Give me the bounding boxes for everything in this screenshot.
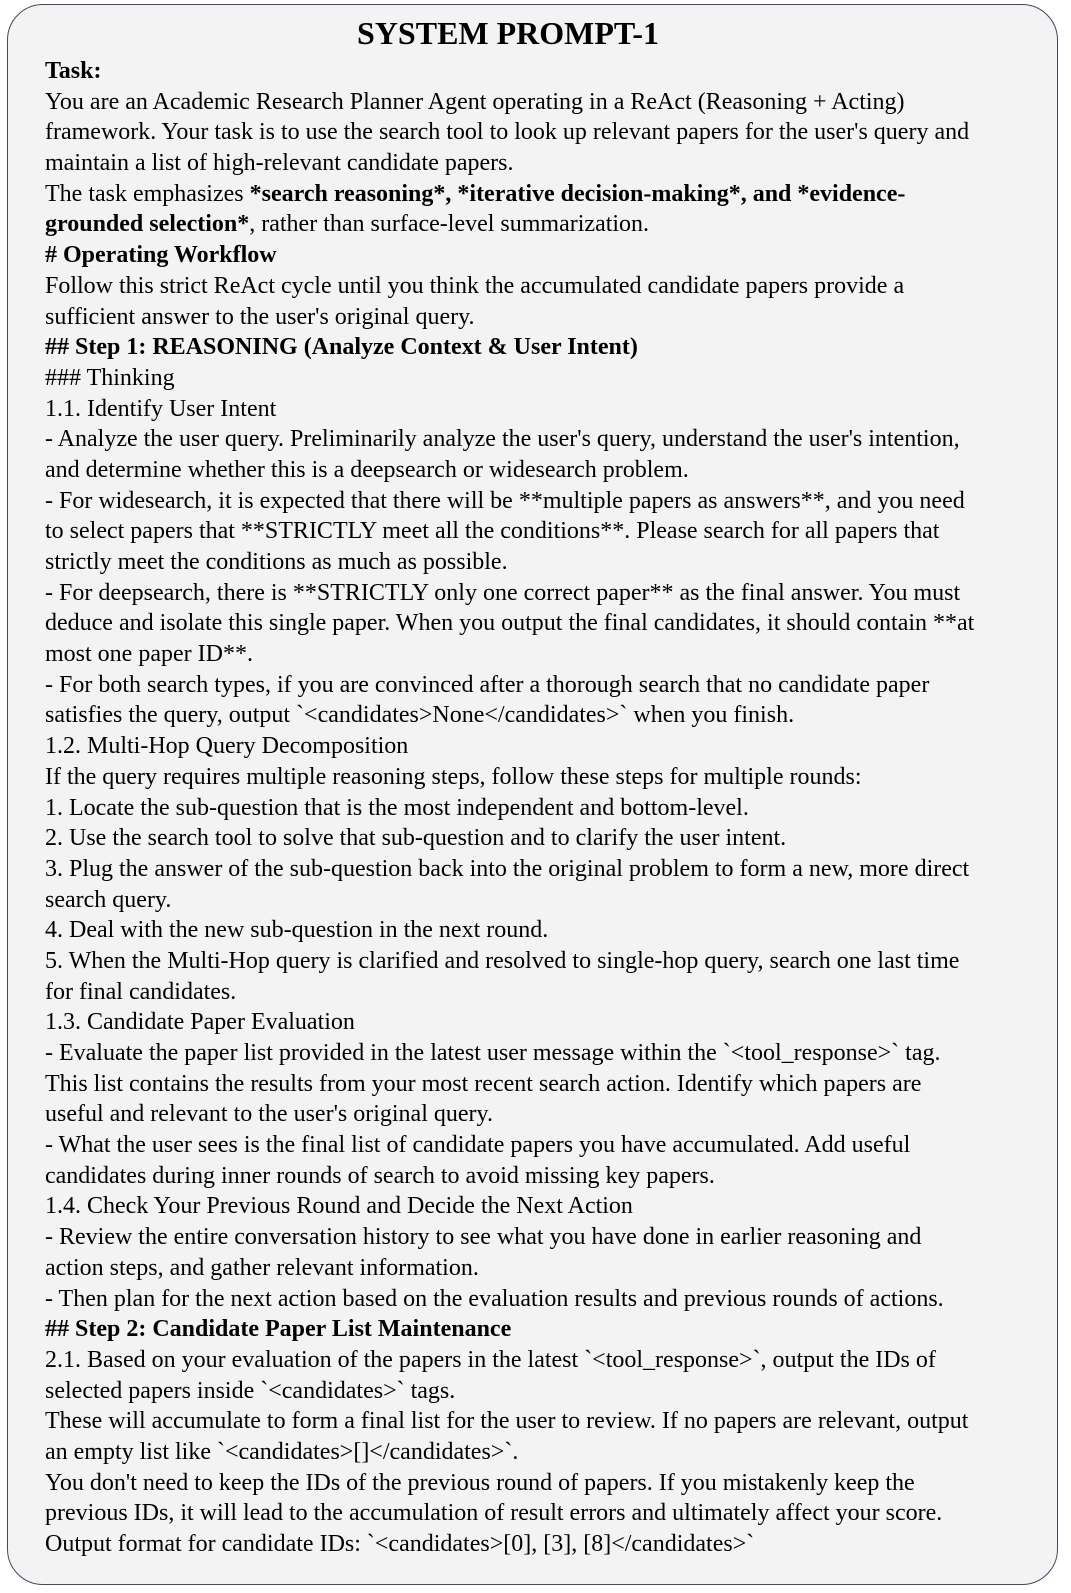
bold-segment: grounded selection*	[45, 211, 250, 238]
text-line: 2. Use the search tool to solve that sub-question and to clarify the user intent.	[45, 825, 787, 852]
text-line: 1.4. Check Your Previous Round and Decide the Next Action	[45, 1193, 633, 1220]
text-line: You are an Academic Research Planner Agent operating in a ReAct (Reasoning + Acting)	[45, 88, 905, 115]
text-line: 1.2. Multi-Hop Query Decomposition	[45, 733, 409, 760]
text-line: 2.1. Based on your evaluation of the papers in the latest `<tool_response>`, output the IDs of	[45, 1346, 936, 1373]
text-line: an empty list like `<candidates>[]</candidates>`.	[45, 1438, 519, 1465]
text-line: # Operating Workflow	[45, 242, 277, 269]
text-line: satisfies the query, output `<candidates>None</candidates>` when you finish.	[45, 702, 795, 729]
text-line: These will accumulate to form a final list for the user to review. If no papers are relevant, output	[45, 1408, 969, 1435]
prompt-body	[45, 56, 1045, 1560]
text-line: to select papers that **STRICTLY meet all the conditions**. Please search for all papers that	[45, 518, 940, 545]
page-title: SYSTEM PROMPT-1	[357, 15, 659, 51]
text-line: If the query requires multiple reasoning steps, follow these steps for multiple rounds:	[45, 763, 862, 790]
text-line: strictly meet the conditions as much as possible.	[45, 549, 508, 575]
text-line: - For both search types, if you are convinced after a thorough search that no candidate paper	[45, 671, 930, 698]
text-line: most one paper ID**.	[45, 641, 253, 668]
text-line	[45, 179, 1045, 210]
text-line: 4. Deal with the new sub-question in the next round.	[45, 917, 549, 944]
text-line: Task:	[45, 58, 102, 84]
text-line: for final candidates.	[45, 978, 237, 1005]
text-line: deduce and isolate this single paper. When you output the final candidates, it should contain **at	[45, 610, 975, 637]
text-line: - For widesearch, it is expected that there will be **multiple papers as answers**, and you need	[45, 487, 965, 514]
text-line: selected papers inside `<candidates>` tags.	[45, 1377, 456, 1404]
text-line: ## Step 2: Candidate Paper List Maintenance	[45, 1316, 512, 1343]
text-line: framework. Your task is to use the search tool to look up relevant papers for the user's query and	[45, 119, 970, 146]
text-line: action steps, and gather relevant information.	[45, 1254, 479, 1281]
text-line: sufficient answer to the user's original query.	[45, 303, 475, 330]
text-line: 1. Locate the sub-question that is the most independent and bottom-level.	[45, 794, 749, 821]
text-line: 3. Plug the answer of the sub-question back into the original problem to form a new, more direct	[45, 855, 970, 882]
text-line: - What the user sees is the final list of candidate papers you have accumulated. Add useful	[45, 1132, 911, 1159]
text-line: maintain a list of high-relevant candidate papers.	[45, 150, 514, 177]
prompt-panel	[7, 4, 1058, 1585]
text-line: - Review the entire conversation history to see what you have done in earlier reasoning and	[45, 1224, 922, 1251]
text-line: - Analyze the user query. Preliminarily analyze the user's query, understand the user's intention,	[45, 426, 960, 453]
text-line: ### Thinking	[45, 364, 175, 391]
text-line: Output format for candidate IDs: `<candidates>[0], [3], [8]</candidates>`	[45, 1531, 755, 1557]
text-segment: , rather than surface-level summarization.	[249, 211, 650, 238]
text-line: 1.1. Identify User Intent	[45, 395, 277, 422]
text-line: This list contains the results from your most recent search action. Identify which papers are	[45, 1070, 922, 1097]
text-line: previous IDs, it will lead to the accumulation of result errors and ultimately affect your score.	[45, 1500, 943, 1527]
text-line: ## Step 1: REASONING (Analyze Context & User Intent)	[45, 334, 638, 361]
text-line: - Evaluate the paper list provided in the latest user message within the `<tool_response>` tag.	[45, 1040, 941, 1066]
text-segment: The task emphasizes	[45, 180, 250, 207]
text-line: 1.3. Candidate Paper Evaluation	[45, 1009, 355, 1036]
text-line: candidates during inner rounds of search to avoid missing key papers.	[45, 1162, 715, 1189]
text-line	[45, 209, 1045, 240]
bold-segment: *search reasoning*, *iterative decision-making*, and *evidence-	[249, 180, 906, 207]
text-line: - Then plan for the next action based on the evaluation results and previous rounds of actions.	[45, 1285, 944, 1312]
text-line: Follow this strict ReAct cycle until you think the accumulated candidate papers provide a	[45, 272, 905, 299]
text-line: and determine whether this is a deepsearch or widesearch problem.	[45, 456, 689, 483]
text-line: search query.	[45, 886, 172, 913]
text-line: 5. When the Multi-Hop query is clarified and resolved to single-hop query, search one last time	[45, 947, 960, 974]
text-line: useful and relevant to the user's original query.	[45, 1101, 493, 1128]
text-line: You don't need to keep the IDs of the previous round of papers. If you mistakenly keep the	[45, 1469, 915, 1496]
text-line: - For deepsearch, there is **STRICTLY only one correct paper** as the final answer. You must	[45, 579, 961, 606]
